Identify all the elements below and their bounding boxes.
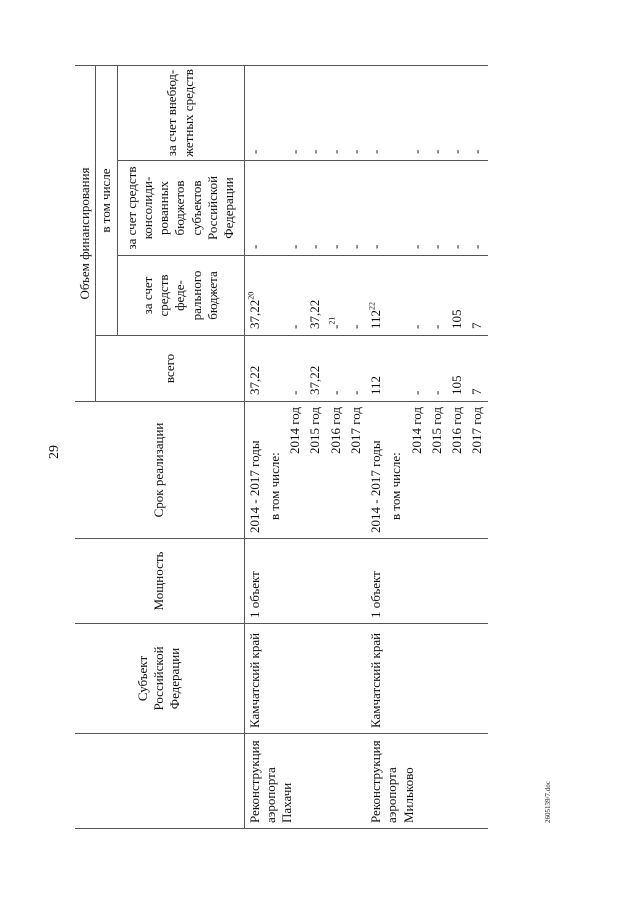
cell-regional-value: -: [347, 244, 363, 249]
cell-regional: [447, 161, 467, 256]
cell-offbudget-value: -: [428, 149, 444, 154]
cell-total-value: 7: [469, 388, 485, 395]
cell-regional: [386, 161, 406, 256]
cell-offbudget-value: -: [408, 149, 424, 154]
footnote-marker: 20: [246, 291, 256, 300]
cell-federal: [386, 256, 406, 336]
header-object: [75, 734, 244, 829]
cell-period-value: 2014 год: [287, 407, 302, 454]
cell-federal-value: 37,22: [307, 299, 323, 329]
cell-regional-value: -: [287, 244, 302, 249]
cell-capacity: 1 объект: [366, 539, 488, 624]
cell-regional: [326, 161, 346, 256]
cell-federal-value: 7: [469, 322, 485, 329]
cell-regional-value: -: [449, 244, 464, 249]
cell-period: [407, 402, 427, 539]
cell-period-value: в том числе:: [266, 452, 282, 520]
cell-federal: [285, 256, 305, 336]
cell-offbudget: [305, 65, 325, 160]
cell-federal: [265, 256, 285, 336]
cell-period: [346, 402, 366, 539]
cell-total-value: -: [287, 390, 302, 395]
cell-regional: [366, 161, 386, 256]
cell-period: [285, 402, 305, 539]
cell-total: [285, 336, 305, 402]
cell-regional: [305, 161, 325, 256]
cell-federal-value: 105: [449, 309, 464, 329]
table-rotated-container: [75, 66, 516, 829]
cell-offbudget: [447, 65, 467, 160]
cell-period-value: в том числе:: [388, 452, 404, 520]
cell-federal: [427, 256, 447, 336]
cell-period-value: 2016 год: [449, 407, 464, 454]
table-body: [244, 65, 488, 828]
cell-offbudget: [326, 65, 346, 160]
cell-federal: [305, 256, 325, 336]
cell-federal: [467, 256, 487, 336]
header-total: всего: [96, 336, 244, 402]
financing-table: [75, 65, 488, 829]
cell-regional: [244, 161, 265, 256]
cell-total: [346, 336, 366, 402]
cell-offbudget: [265, 65, 285, 160]
header-funding: Объем финансирования: [75, 65, 96, 401]
cell-offbudget-value: -: [469, 149, 485, 154]
cell-offbudget: [467, 65, 487, 160]
cell-period-value: 2017 год: [347, 407, 363, 454]
cell-offbudget-value: -: [307, 149, 323, 154]
cell-offbudget-value: -: [368, 149, 383, 154]
cell-total: [467, 336, 487, 402]
cell-federal: [447, 256, 467, 336]
cell-regional: [467, 161, 487, 256]
cell-total-value: -: [408, 390, 424, 395]
document-code: 2605139/7.doc: [544, 781, 552, 823]
page-number: 29: [47, 445, 62, 459]
cell-period: [386, 402, 406, 539]
cell-federal-value: -: [327, 324, 343, 329]
cell-total-value: 37,22: [307, 365, 323, 395]
cell-total: [407, 336, 427, 402]
cell-regional: [346, 161, 366, 256]
cell-regional: [407, 161, 427, 256]
cell-federal-value: -: [428, 324, 444, 329]
cell-period-value: 2016 год: [327, 407, 343, 454]
cell-offbudget-value: -: [246, 149, 262, 154]
cell-federal: [244, 256, 265, 336]
cell-total-value: 105: [449, 375, 464, 395]
cell-subject: Камчатский край: [244, 624, 366, 734]
cell-offbudget: [285, 65, 305, 160]
cell-total: [447, 336, 467, 402]
cell-period: [244, 402, 265, 539]
cell-regional-value: -: [469, 244, 485, 249]
table-row: [244, 65, 265, 828]
cell-period: [265, 402, 285, 539]
cell-regional-value: -: [327, 244, 343, 249]
cell-total: [265, 336, 285, 402]
cell-federal-value: 112: [368, 309, 383, 329]
cell-period-value: 2015 год: [428, 407, 444, 454]
cell-federal-value: -: [287, 324, 302, 329]
cell-federal-value: -: [347, 324, 363, 329]
cell-period-value: 2014 - 2017 годы: [368, 440, 383, 533]
cell-regional-value: -: [307, 244, 323, 249]
cell-offbudget: [427, 65, 447, 160]
cell-federal: [346, 256, 366, 336]
header-including: в том числе: [96, 65, 117, 335]
cell-regional: [265, 161, 285, 256]
cell-offbudget: [407, 65, 427, 160]
cell-regional-value: -: [246, 244, 262, 249]
cell-period-value: 2014 год: [408, 407, 424, 454]
cell-total-value: -: [347, 390, 363, 395]
cell-total: [427, 336, 447, 402]
cell-total-value: 112: [368, 375, 383, 395]
cell-offbudget: [346, 65, 366, 160]
cell-federal-value: -: [408, 324, 424, 329]
cell-offbudget-value: -: [287, 149, 302, 154]
cell-period: [427, 402, 447, 539]
cell-total-value: -: [428, 390, 444, 395]
cell-period: [305, 402, 325, 539]
cell-object: Реконструкция аэропорта Пахачи: [244, 734, 366, 829]
header-federal: за счет средств феде-рального бюджета: [117, 256, 244, 336]
cell-period: [447, 402, 467, 539]
cell-total: [366, 336, 386, 402]
cell-subject: Камчатский край: [366, 624, 488, 734]
cell-total: [326, 336, 346, 402]
cell-total: [386, 336, 406, 402]
cell-total-value: 37,22: [246, 365, 262, 395]
cell-total-value: -: [327, 390, 343, 395]
cell-federal: [407, 256, 427, 336]
cell-offbudget-value: -: [327, 149, 343, 154]
cell-total: [244, 336, 265, 402]
cell-offbudget: [366, 65, 386, 160]
footnote-marker: 21: [327, 316, 337, 325]
table-row: [366, 65, 386, 828]
cell-capacity: 1 объект: [244, 539, 366, 624]
cell-offbudget-value: -: [347, 149, 363, 154]
cell-period-value: 2015 год: [307, 407, 323, 454]
cell-regional-value: -: [428, 244, 444, 249]
cell-federal: [366, 256, 386, 336]
cell-offbudget-value: -: [449, 149, 464, 154]
cell-regional: [285, 161, 305, 256]
cell-regional: [427, 161, 447, 256]
header-regional: за счет средств консолиди-рованных бюджетов субъектов Российской Федерации: [117, 161, 244, 256]
cell-period: [366, 402, 386, 539]
footnote-marker: 22: [367, 301, 377, 310]
header-period: Срок реализации: [75, 402, 244, 539]
header-subject: Субъект Российской Федерации: [75, 624, 244, 734]
cell-period: [326, 402, 346, 539]
cell-period-value: 2017 год: [469, 407, 485, 454]
cell-offbudget: [386, 65, 406, 160]
cell-total: [305, 336, 325, 402]
cell-federal: [326, 256, 346, 336]
cell-regional-value: -: [408, 244, 424, 249]
cell-period-value: 2014 - 2017 годы: [246, 440, 262, 533]
cell-object: Реконструкция аэропорта Мильково: [366, 734, 488, 829]
header-capacity: Мощность: [75, 539, 244, 624]
cell-period: [467, 402, 487, 539]
cell-regional-value: -: [368, 244, 383, 249]
cell-offbudget: [244, 65, 265, 160]
cell-federal-value: 37,22: [246, 299, 262, 329]
header-offbudget: за счет внебюд-жетных средств: [117, 65, 244, 160]
